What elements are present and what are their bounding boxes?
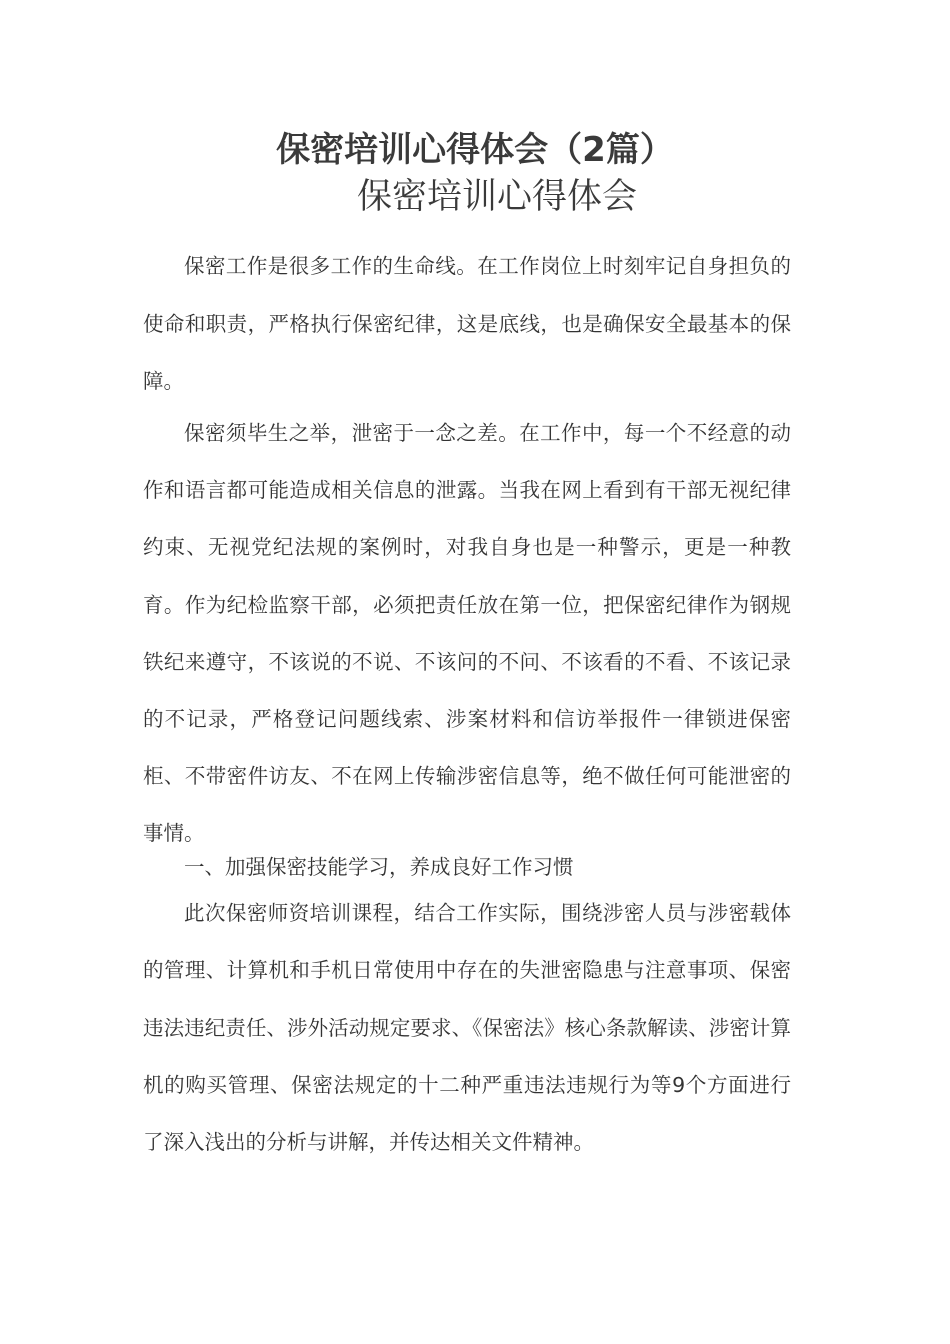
document-title: 保密培训心得体会（2篇） <box>276 130 674 170</box>
paragraph-3: 此次保密师资培训课程，结合工作实际，围绕涉密人员与涉密载体的管理、计算机和手机日常使用中存在的失泄密隐患与注意事项、保密违法违纪责任、涉外活动规定要求、《保密法》核心条款解读、涉密计算机的购买管理、保密法规定的十二种严重违法违规行为等9个方面进行了深入浅出的分析与讲解，并传达相关文件精神。 <box>143 901 791 1155</box>
section-heading-1: 一、加强保密技能学习，养成良好工作习惯 <box>184 855 574 879</box>
document-subtitle: 保密培训心得体会 <box>356 177 637 217</box>
paragraph-2: 保密须毕生之举，泄密于一念之差。在工作中，每一个不经意的动作和语言都可能造成相关信息的泄露。当我在网上看到有干部无视纪律约束、无视党纪法规的案例时，对我自身也是一种警示，更是一种教育。作为纪检监察干部，必须把责任放在第一位，把保密纪律作为钢规铁纪来遵守，不该说的不说、不该问的不问、不该看的不看、不该记录的不记录，严格登记问题线索、涉案材料和信访举报件一律锁进保密柜、不带密件访友、不在网上传输涉密信息等，绝不做任何可能泄密的事情。 <box>143 421 791 846</box>
paragraph-1: 保密工作是很多工作的生命线。在工作岗位上时刻牢记自身担负的使命和职责，严格执行保密纪律，这是底线，也是确保安全最基本的保障。 <box>143 254 791 393</box>
